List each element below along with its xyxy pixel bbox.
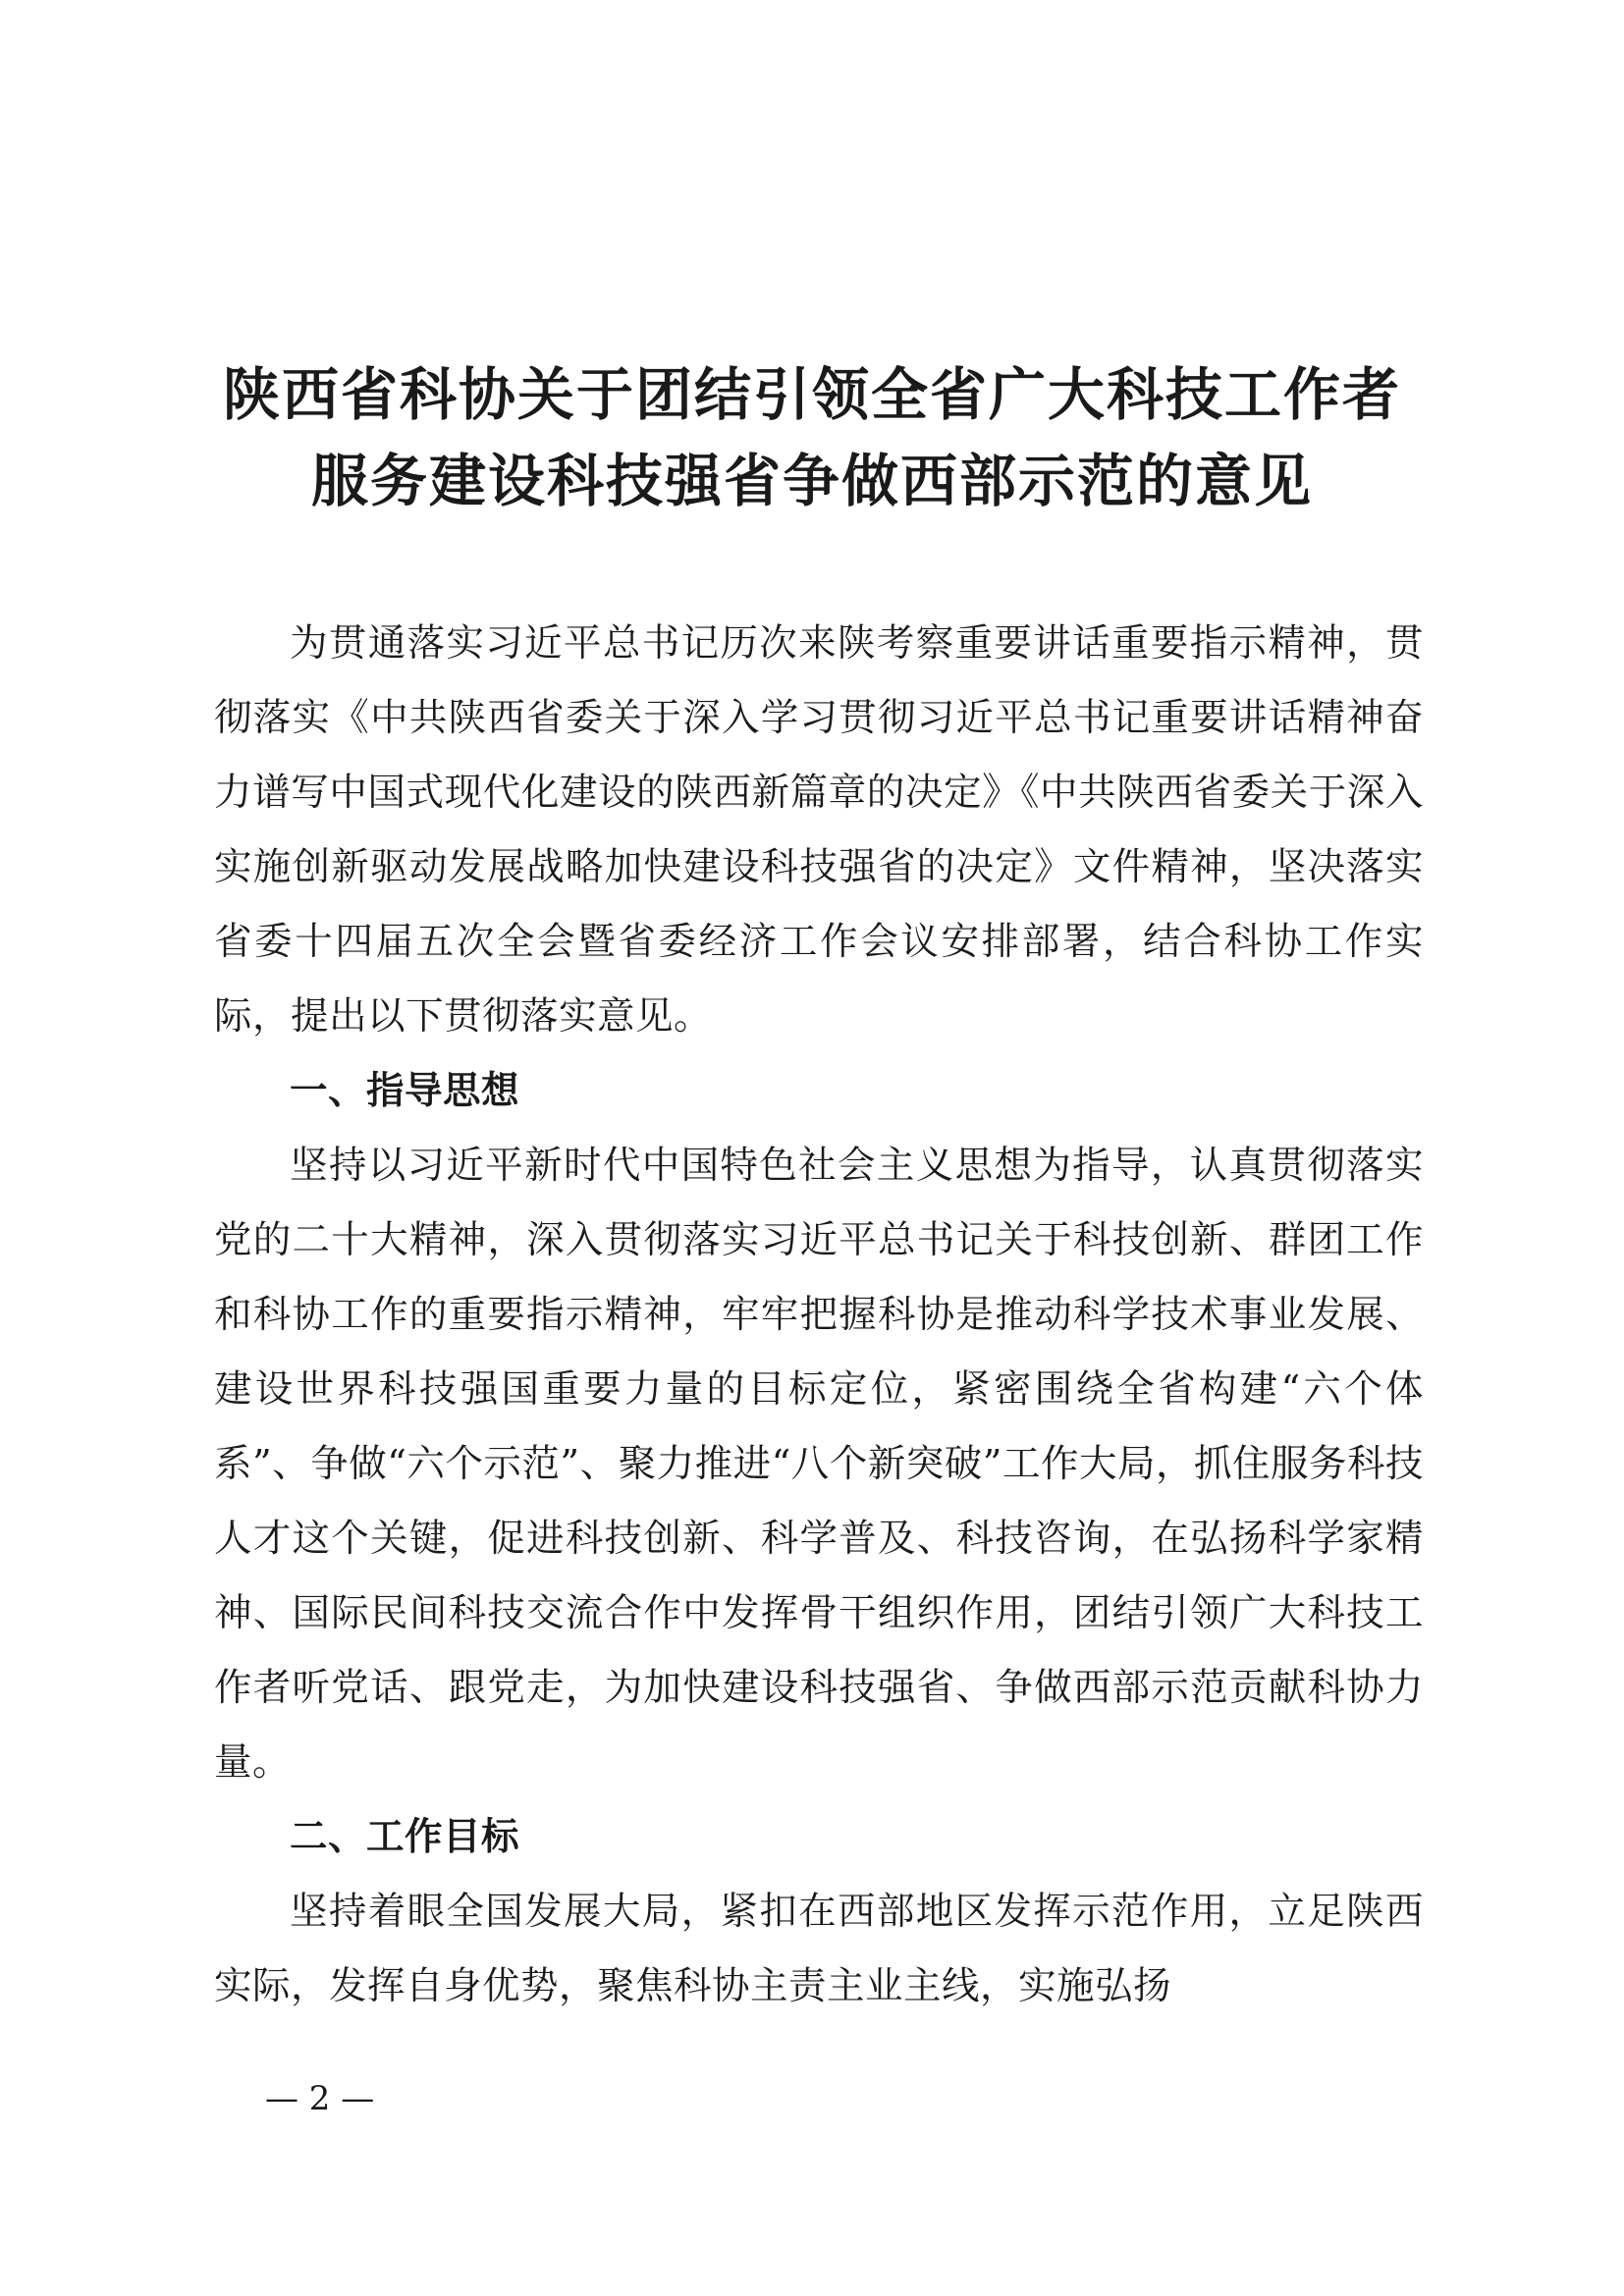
section-heading-guiding-ideology: 一、指导思想	[290, 1069, 520, 1113]
work-goals-paragraph: 坚持着眼全国发展大局，紧扣在西部地区发挥示范作用，立足陕西实际，发挥自身优势，聚焦科协主责主业主线，实施弘扬	[214, 1890, 1424, 2008]
intro-paragraph: 为贯通落实习近平总书记历次来陕考察重要讲话重要指示精神，贯彻落实《中共陕西省委关于深入学习贯彻习近平总书记重要讲话精神奋力谱写中国式现代化建设的陕西新篇章的决定》《中共陕西省委关于深入实施创新驱动发展战略加快建设科技强省的决定》文件精神，坚决落实省委十四届五次全会暨省委经济工作会议安排部署，结合科协工作实际，提出以下贯彻落实意见。	[214, 621, 1424, 1039]
document-body	[214, 607, 1424, 2024]
title-line-2: 服务建设科技强省争做西部示范的意见	[310, 448, 1313, 514]
guiding-ideology-paragraph: 坚持以习近平新时代中国特色社会主义思想为指导，认真贯彻落实党的二十大精神，深入贯彻落实习近平总书记关于科技创新、群团工作和科协工作的重要指示精神，牢牢把握科协是推动科学技术事业发展、建设世界科技强国重要力量的目标定位，紧密围绕全省构建“六个体系”、争做“六个示范”、聚力推进“八个新突破”工作大局，抓住服务科技人才这个关键，促进科技创新、科学普及、科技咨询，在弘扬科学家精神、国际民间科技交流合作中发挥骨干组织作用，团结引领广大科技工作者听党话、跟党走，为加快建设科技强省、争做西部示范贡献科协力量。	[214, 1144, 1424, 1785]
title-line-1: 陕西省科协关于团结引领全省广大科技工作者	[222, 361, 1401, 428]
document-title	[196, 351, 1428, 524]
page-number: — 2 —	[265, 2079, 375, 2118]
section-heading-work-goals: 二、工作目标	[290, 1815, 520, 1859]
